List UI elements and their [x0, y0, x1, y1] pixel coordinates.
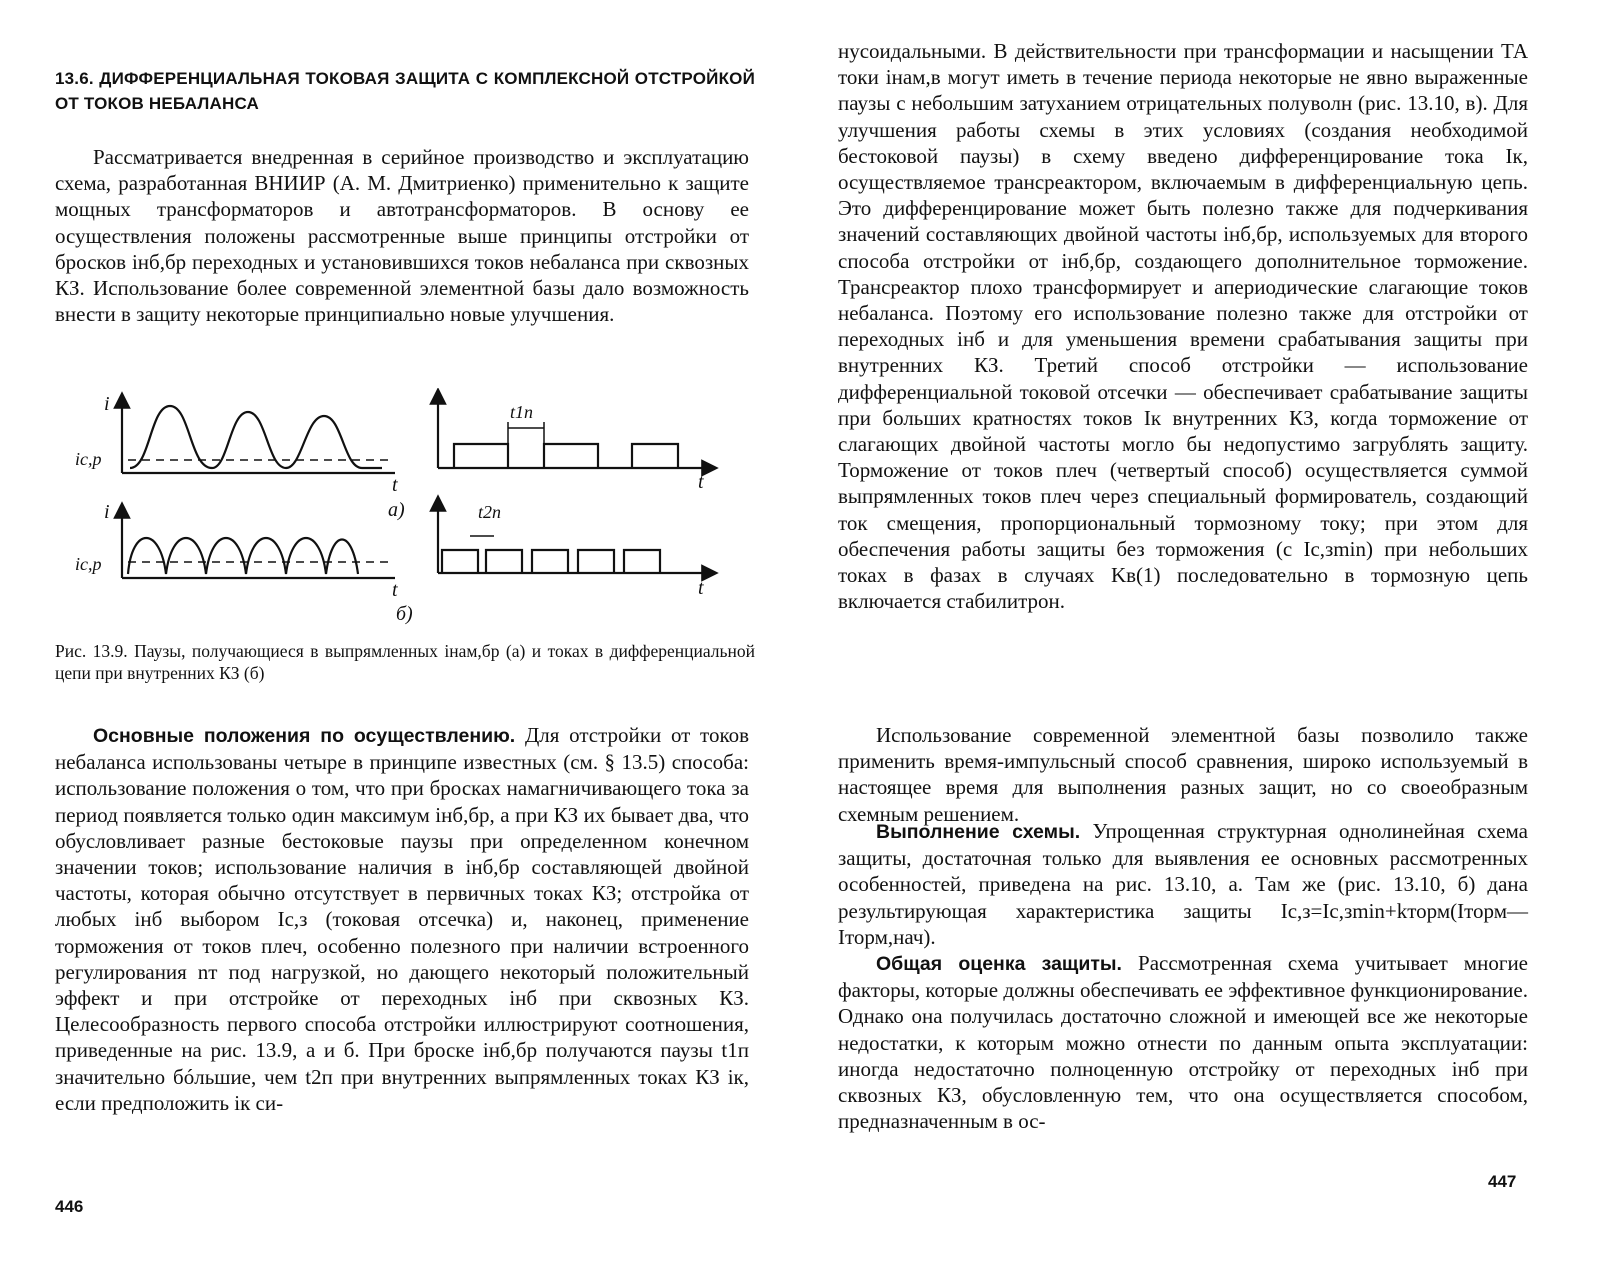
- graph-b-current: [122, 510, 395, 578]
- label-t-b: t: [392, 579, 398, 601]
- page-number-left: 446: [55, 1197, 84, 1216]
- right-paragraph-1: нусоидальными. В действительности при трансформации и насыщении ТА токи iнам,в могут иметь в течение периода некоторые не явно выраженные паузы с небольшим затуханием отрицательных полуволн (рис. 13.10, в). Для улучшения работы схемы в этих условиях (создания необходимой бестоковой паузы) в схему введено дифференцирование тока Iк, осуществляемое трансреактором, включаемым в дифференциальную цепь. Это дифференцирование может быть полезно также для подчеркивания значений составляющих двойной частоты iнб,бр, используемых для второго способа отстройки от iнб,бр, создающего дополнительное торможение. Трансреактор плохо трансформирует и апериодические слагающие токов небаланса. Поэтому его использование полезно также для отстройки от переходных iнб и для уменьшения времени срабатывания защиты при внутренних КЗ. Третий способ отстройки — использование дифференциальной токовой отсечки — обеспечивает срабатывание защиты при больших кратностях токов Iк внутренних КЗ, когда торможение от слагающих двойной частоты могло бы недопустимо загрублять защиту. Торможение от токов плеч (четвертый способ) осуществляется суммой выпрямленных токов плеч через специальный формирователь, создающий ток смещения, пропорциональный тормозному току; при этом для обеспечения работы защиты без торможения (с Iс,зmin) при небольших токах в фазах в случаях Kв(1) последовательно в тормозную цепь включается стабилитрон.: [838, 39, 1528, 614]
- graph-a-pulses: [438, 396, 710, 468]
- right-paragraph-4: [838, 950, 1528, 1134]
- right-page: [800, 0, 1600, 1283]
- right-paragraph-2: Использование современной элементной базы позволило также применить время-импульсный способ сравнения, широко используемый в настоящее время для выполнения разных защит, но со своеобразным схемным решением.: [838, 723, 1528, 826]
- para4-lead: Общая оценка защиты.: [876, 953, 1122, 975]
- label-t-a: t: [392, 474, 398, 496]
- para3-text: Упрощенная структурная однолинейная схема защиты, достаточная только для выявления ее основных рассмотренных особенностей, приведена на рис. 13.10, а. Там же (рис. 13.10, б) дана результирующая характеристика защиты Iс,з=Iс,зmin+kторм(Iторм—Iторм,нач).: [838, 819, 1528, 949]
- figure-13-9: [70, 388, 750, 628]
- label-t2p: t2п: [478, 502, 502, 522]
- section-lead: Основные положения по осуществлению.: [93, 725, 516, 747]
- intro-paragraph: Рассматривается внедренная в серийное производство и эксплуатацию схема, разработанная ВНИИР (А. М. Дмитриенко) применительно к защите мощных трансформаторов и автотрансформаторов. В основу ее осуществления положены рассмотренные выше принципы отстройки от бросков iнб,бр переходных и установившихся токов небаланса при сквозных КЗ. Использование более современной элементной базы дало возможность внести в защиту некоторые принципиально новые улучшения.: [55, 145, 749, 327]
- label-i-b: i: [104, 501, 110, 523]
- para3-lead: Выполнение схемы.: [876, 821, 1081, 843]
- label-t-a2: t: [698, 471, 704, 493]
- label-a: а): [388, 499, 405, 521]
- label-icp-b: iс,р: [75, 554, 102, 574]
- figure-caption: Рис. 13.9. Паузы, получающиеся в выпрямленных iнам,бр (а) и токах в дифференциальной цепи при внутренних КЗ (б): [55, 641, 755, 683]
- section-heading: 13.6. ДИФФЕРЕНЦИАЛЬНАЯ ТОКОВАЯ ЗАЩИТА С КОМПЛЕКСНОЙ ОТСТРОЙКОЙ ОТ ТОКОВ НЕБАЛАНСА: [55, 69, 755, 113]
- label-b: б): [396, 603, 413, 625]
- graph-a-current: [122, 400, 395, 473]
- para4-text: Рассмотренная схема учитывает многие факторы, которые должны обеспечивать ее эффективное функционирование. Однако она получилась достаточно сложной и имеющей все же некоторые недостатки, к которым можно отнести по данным опыта эксплуатации: иногда недостаточно полноценную отстройку от переходных iнб при сквозных КЗ, обусловленную тем, что она осуществляется способом, предназначенным в ос-: [838, 951, 1529, 1134]
- label-i-a: i: [104, 393, 110, 415]
- label-icp-a: iс,р: [75, 449, 102, 469]
- section-text: Для отстройки от токов небаланса использованы четыре в принципе известных (см. § 13.5) способа: использование положения о том, что при бросках намагничивающего тока за период появляется только один максимум iнб,бр, а при КЗ их бывает два, что обусловливает разные бестоковые паузы при определенном конечном значении токов; использование наличия в iнб,бр составляющей двойной частоты, которая обычно отсутствует в первичных токах КЗ; отстройка от любых iнб выбором Iс,з (токовая отсечка) и, наконец, применение торможения от токов плеч, особенно полезного при наличии встроенного регулирования nт под нагрузкой, но дающего некоторый положительный эффект и при отстройке от переходных iнб при сквозных КЗ. Целесообразность первого способа отстройки иллюстрируют соотношения, приведенные на рис. 13.9, а и б. При броске iнб,бр получаются паузы t1п значительно бóльшие, чем t2п при внутренних выпрямленных токах КЗ iк, если предположить iк си-: [55, 723, 750, 1115]
- page-number-right: 447: [1488, 1172, 1517, 1191]
- label-t-b2: t: [698, 577, 704, 599]
- right-paragraph-3: [838, 818, 1528, 950]
- label-t1p: t1п: [510, 402, 534, 422]
- section-paragraph: [55, 722, 749, 1116]
